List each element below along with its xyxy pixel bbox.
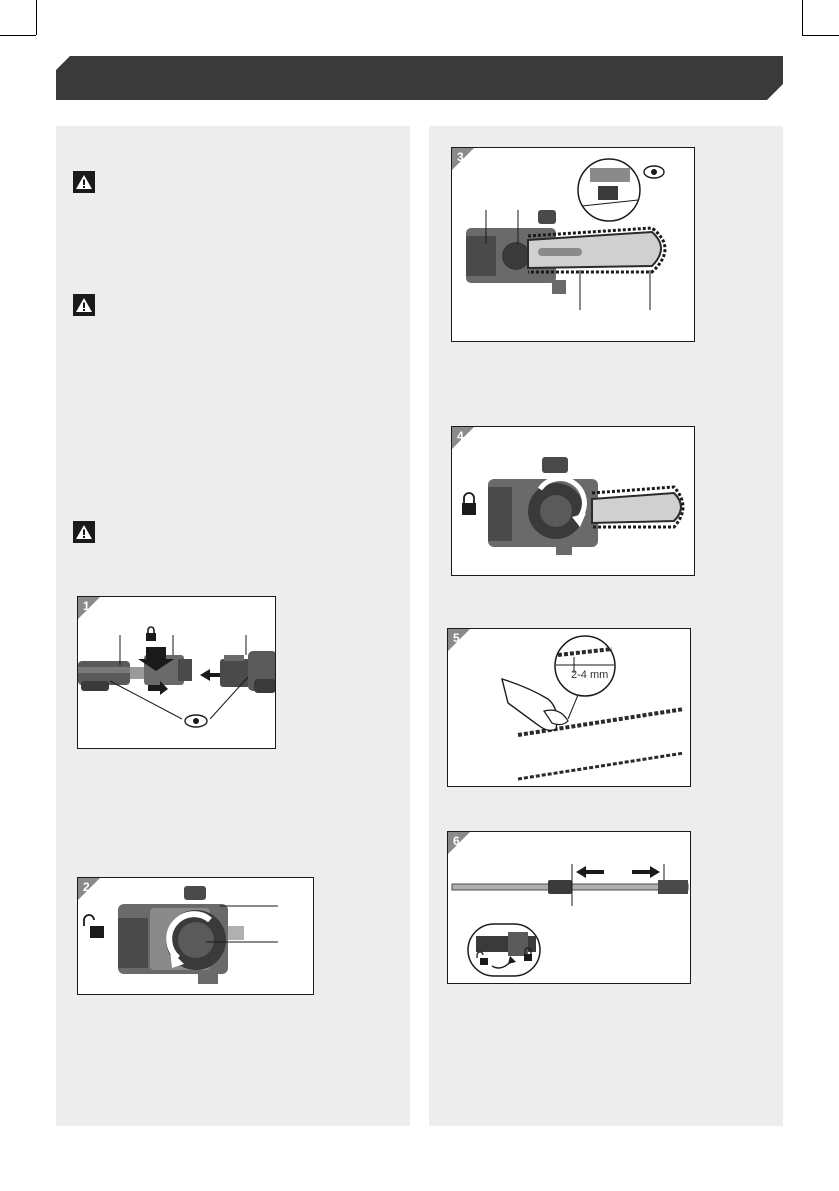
tension-knob: [184, 886, 206, 900]
detail-zoom: [555, 636, 615, 696]
tension-knob: [538, 210, 556, 224]
figure-number: 1: [83, 599, 90, 613]
guide-bar: [592, 493, 681, 523]
figure-2: [77, 877, 314, 995]
coupling: [548, 880, 572, 894]
extend-arrow: [632, 866, 660, 878]
insert-arrow: [200, 669, 220, 681]
hand: [502, 679, 557, 730]
padlock-unlocked-icon: [84, 915, 104, 938]
tool-head: [220, 659, 250, 687]
eye-icon: [644, 166, 664, 178]
retract-arrow: [576, 866, 604, 878]
crop-mark-top-left-h: [0, 35, 36, 36]
warning-icon: [73, 294, 95, 316]
sprocket: [502, 242, 530, 270]
tension-measurement: 2-4 mm: [571, 669, 609, 681]
crop-mark-top-left-v: [36, 0, 37, 35]
tension-knob: [542, 457, 568, 473]
figure-number: 5: [453, 631, 460, 645]
figure-4: [451, 426, 695, 576]
figure-number: 3: [457, 150, 464, 164]
warning-icon: [73, 521, 95, 543]
section-header-bar: [56, 56, 783, 100]
figure-number: 2: [83, 880, 90, 894]
figure-number: 4: [457, 429, 464, 443]
figure-number: 6: [453, 834, 460, 848]
figure-5: [447, 628, 691, 787]
crop-mark-top-right-v: [802, 0, 803, 35]
warning-icon: [73, 171, 95, 193]
padlock-locked-icon: [462, 493, 476, 515]
figure-3: [451, 147, 695, 342]
crop-mark-top-right-h: [802, 35, 839, 36]
padlock-locked-icon: [146, 627, 156, 641]
figure-1: [77, 596, 276, 749]
figure-6: [447, 831, 691, 984]
eye-icon: [185, 715, 207, 727]
